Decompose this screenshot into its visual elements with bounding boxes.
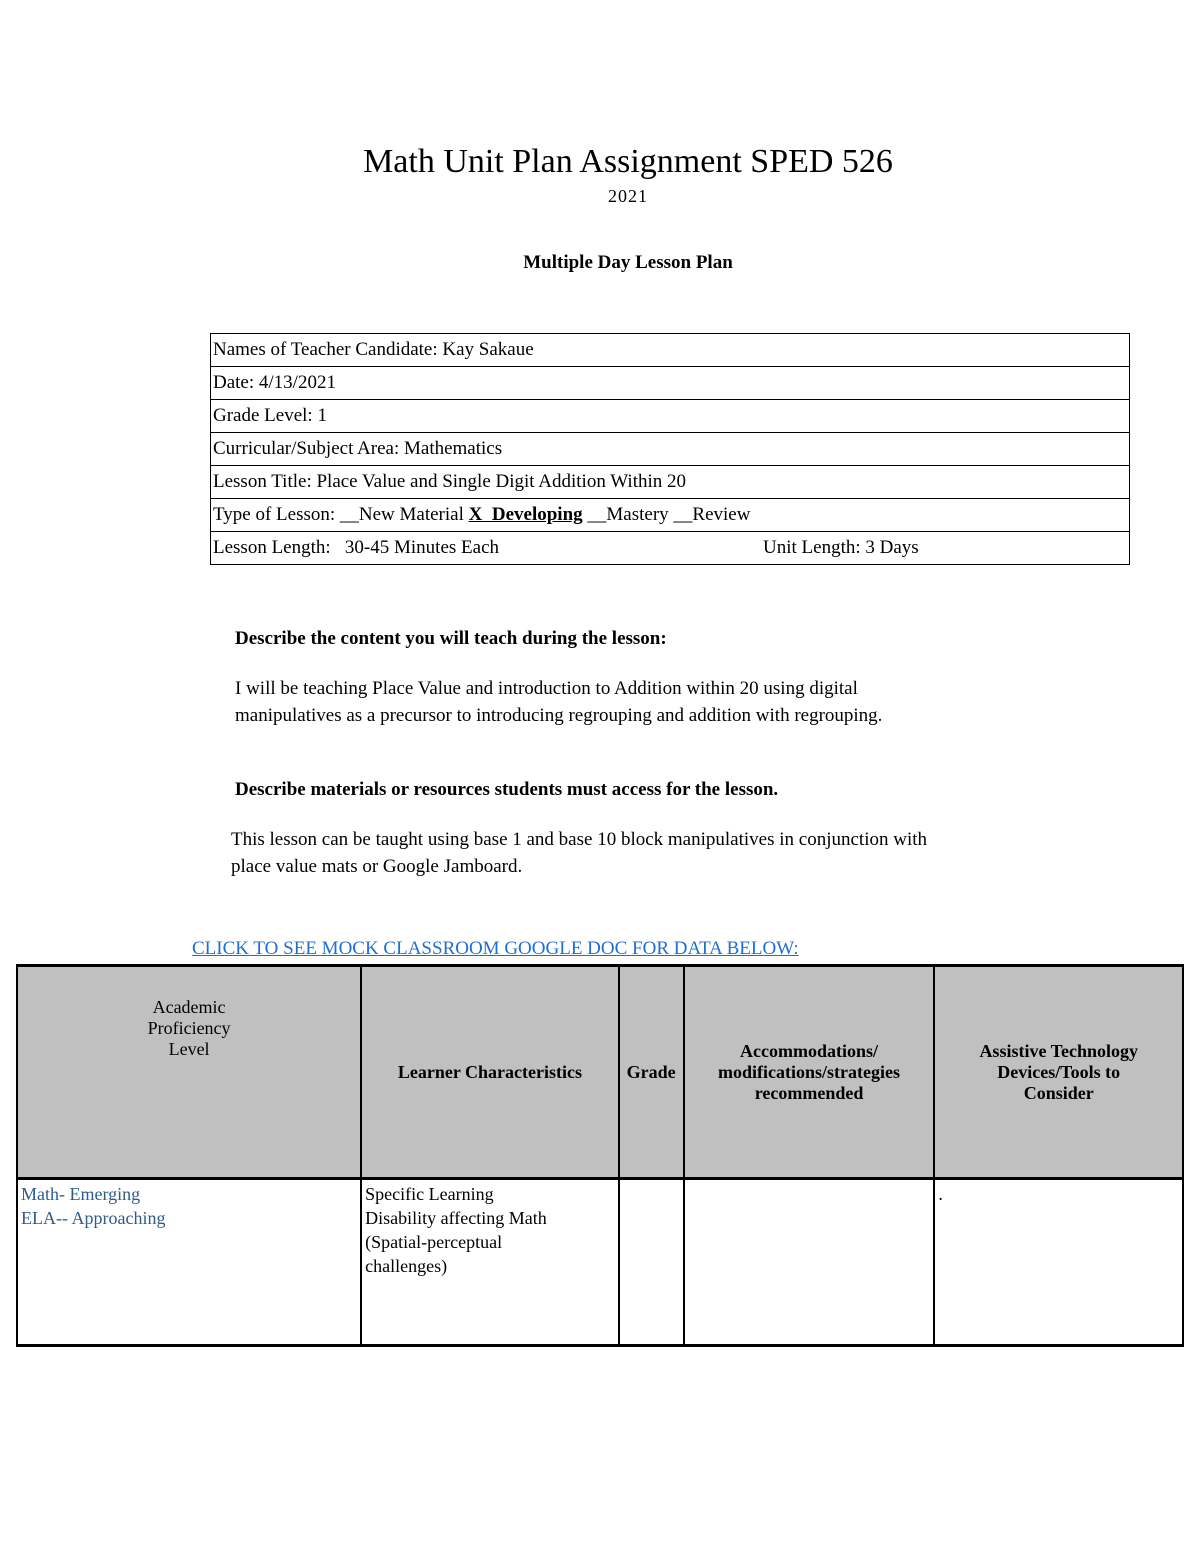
lesson-title-cell: Lesson Title: Place Value and Single Digit Addition Within 20	[211, 466, 1130, 499]
accommodations-cell	[684, 1179, 935, 1346]
subject-area-cell: Curricular/Subject Area: Mathematics	[211, 433, 1130, 466]
table-row	[17, 1179, 1183, 1346]
mock-classroom-doc-link[interactable]: CLICK TO SEE MOCK CLASSROOM GOOGLE DOC FOR DATA BELOW:	[192, 938, 799, 959]
lesson-type-prefix: Type of Lesson: __New Material	[213, 504, 469, 525]
table-row	[211, 433, 1130, 466]
lesson-length-cell	[211, 532, 1130, 565]
lesson-info-table	[210, 333, 1130, 565]
table-row	[211, 334, 1130, 367]
content-heading: Describe the content you will teach during the lesson:	[235, 628, 667, 649]
document-subtitle: Multiple Day Lesson Plan	[523, 252, 733, 273]
header-assistive-technology: Assistive Technology Devices/Tools to Consider	[934, 966, 1183, 1179]
table-row	[211, 367, 1130, 400]
table-row	[211, 466, 1130, 499]
header-accommodations: Accommodations/ modifications/strategies recommended	[684, 966, 935, 1179]
header-grade: Grade	[619, 966, 684, 1179]
document-title: Math Unit Plan Assignment SPED 526	[363, 143, 893, 180]
lesson-type-suffix: __Mastery __Review	[582, 504, 751, 525]
grade-cell	[619, 1179, 684, 1346]
date-cell: Date: 4/13/2021	[211, 367, 1130, 400]
teacher-names-cell: Names of Teacher Candidate: Kay Sakaue	[211, 334, 1130, 367]
learner-characteristics-cell: Specific Learning Disability affecting Math (Spatial-perceptual challenges)	[361, 1179, 619, 1346]
document-year: 2021	[608, 186, 648, 206]
unit-length: Unit Length: 3 Days	[763, 537, 919, 558]
table-row	[211, 499, 1130, 532]
materials-body: This lesson can be taught using base 1 and base 10 block manipulatives in conjunction with place value mats or Google Jamboard.	[231, 829, 928, 877]
lesson-length: Lesson Length: 30-45 Minutes Each	[213, 537, 500, 558]
grade-level-cell: Grade Level: 1	[211, 400, 1130, 433]
table-row	[211, 400, 1130, 433]
proficiency-cell: Math- Emerging ELA-- Approaching	[17, 1179, 361, 1346]
header-proficiency: Academic Proficiency Level	[17, 966, 361, 1179]
table-header-row	[17, 966, 1183, 1179]
lesson-type-cell	[211, 499, 1130, 532]
table-row	[211, 532, 1130, 565]
lesson-type-selected: X Developing	[468, 504, 583, 525]
student-data-table	[16, 964, 1184, 1347]
content-body: I will be teaching Place Value and introduction to Addition within 20 using digital manipulatives as a precursor to introducing regrouping and addition with regrouping.	[235, 678, 883, 726]
materials-heading: Describe materials or resources students must access for the lesson.	[235, 779, 779, 800]
header-learner-characteristics: Learner Characteristics	[361, 966, 619, 1179]
assistive-technology-cell: .	[934, 1179, 1183, 1346]
